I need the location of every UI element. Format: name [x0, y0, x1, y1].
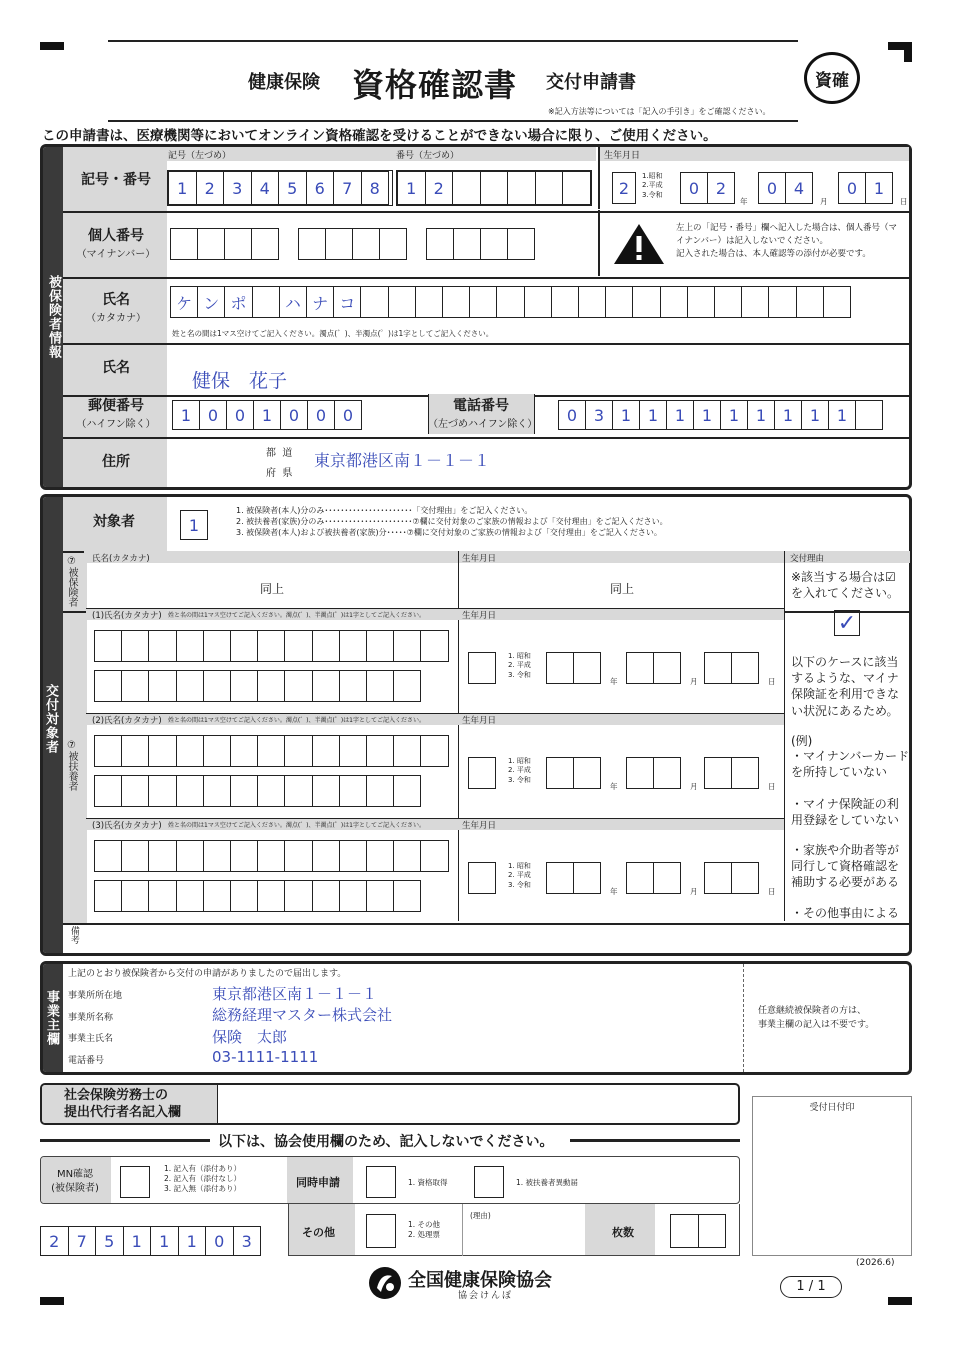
postal-digit[interactable]: 1 — [172, 400, 200, 430]
dependent-birth-year[interactable] — [573, 862, 601, 894]
unit-label: 日 — [768, 782, 776, 791]
name-label: 氏名 — [102, 360, 130, 376]
kana-char[interactable] — [714, 286, 742, 318]
mynumber-label: 個人番号 （マイナンバー） — [76, 228, 156, 260]
postal-digit[interactable]: 0 — [334, 400, 362, 430]
era-options: 1.昭和 2.平成 3.令和 — [642, 172, 663, 199]
dependent-note: 姓と名の間は1マス空けてご記入ください。濁点(゛)、半濁点(゜)は1字としてご記入ください。 — [168, 822, 425, 829]
phone-digit[interactable]: 1 — [774, 400, 802, 430]
dependent-kana-char[interactable] — [176, 670, 204, 702]
org-logo-icon — [368, 1266, 402, 1300]
dependent-kana-char[interactable] — [148, 840, 176, 872]
unit-label: 年 — [610, 677, 618, 686]
kana-header: 氏名(カタカナ) — [92, 554, 150, 564]
birth-year-digit[interactable]: 2 — [707, 172, 735, 204]
dependent-title: (2)氏名(カタカナ) — [92, 716, 162, 726]
dependent-kana-char[interactable] — [284, 735, 312, 767]
phone-digit[interactable]: 0 — [558, 400, 586, 430]
dependent-birth-day[interactable] — [731, 757, 759, 789]
example-2: ・マイナ保険証の利 用登録をしていない — [791, 797, 900, 828]
example-4: ・その他事由による — [791, 906, 900, 920]
birth-label: 生年月日 — [604, 151, 641, 161]
stamp-badge: 資確 — [804, 52, 860, 104]
dependent-era-options: 1. 昭和 2. 平成 3. 令和 — [508, 652, 531, 679]
simul-label: 同時申請 — [296, 1176, 340, 1189]
dependent-kana-char[interactable] — [420, 840, 448, 872]
dependent-kana-char[interactable] — [121, 630, 149, 662]
voluntary-note: 任意継続被保険者の方は、 事業主欄の記入は不要です。 — [758, 1006, 875, 1031]
kigo-digit[interactable]: 6 — [306, 171, 335, 205]
kana-char[interactable] — [524, 286, 552, 318]
dependent-birth-year[interactable] — [546, 652, 574, 684]
phone-digit[interactable]: 1 — [693, 400, 721, 430]
employer-name-value[interactable]: 総務経理マスター株式会社 — [212, 1006, 393, 1024]
version: (2026.6) — [856, 1258, 895, 1268]
postal-digit[interactable]: 0 — [307, 400, 335, 430]
dependent-kana-char[interactable] — [94, 670, 122, 702]
dependent-kana-char[interactable] — [203, 630, 231, 662]
reason-header: 交付理由 — [790, 554, 825, 564]
dependent-kana-char[interactable] — [230, 775, 258, 807]
employer-section-label: 事業主欄 — [44, 990, 59, 1046]
dependent-kana-char[interactable] — [284, 840, 312, 872]
mynumber-digit[interactable] — [224, 228, 252, 260]
dependent-kana-char[interactable] — [176, 630, 204, 662]
dependent-note: 姓と名の間は1マス空けてご記入ください。濁点(゛)、半濁点(゜)は1字としてご記入ください。 — [168, 717, 425, 724]
reason-label: (理由) — [470, 1211, 491, 1220]
kana-char[interactable]: ハ — [279, 286, 307, 318]
dependent-note: 姓と名の間は1マス空けてご記入ください。濁点(゛)、半濁点(゜)は1字としてご記入ください。 — [168, 612, 425, 619]
kana-char[interactable] — [551, 286, 579, 318]
usage-note: この申請書は、医療機関等においてオンライン資格確認を受けることができない場合に限り、ご使用ください。 — [42, 128, 717, 144]
target-section-label: 交付対象者 — [43, 684, 58, 754]
bango-digit[interactable] — [452, 171, 481, 205]
dependent-kana-char[interactable] — [203, 880, 231, 912]
dependent-kana-char[interactable] — [284, 775, 312, 807]
dependent-kana-char[interactable] — [366, 670, 394, 702]
bango-digit[interactable]: 2 — [425, 171, 454, 205]
dependent-kana-char[interactable] — [230, 735, 258, 767]
employer-name-label: 事業所名称 — [68, 1013, 114, 1023]
dependent-birth-month[interactable] — [653, 652, 681, 684]
dependent-kana-char[interactable] — [257, 775, 285, 807]
dependent-era-box[interactable] — [468, 757, 496, 789]
dependent-birth-year[interactable] — [546, 862, 574, 894]
phone-digit[interactable]: 1 — [612, 400, 640, 430]
kigo-digit[interactable]: 3 — [223, 171, 252, 205]
office-code-digit[interactable]: 1 — [123, 1226, 152, 1256]
dependent-kana-char[interactable] — [176, 880, 204, 912]
office-code-digit[interactable]: 3 — [233, 1226, 262, 1256]
mynumber-digit[interactable] — [170, 228, 198, 260]
kana-char[interactable] — [415, 286, 443, 318]
dependent-title: (3)氏名(カタカナ) — [92, 821, 162, 831]
birth-month-digit[interactable]: 0 — [758, 172, 786, 204]
insured-section-label: 被保険者情報 — [46, 275, 61, 359]
kigo-digit[interactable]: 1 — [168, 171, 197, 205]
dependent-kana-char[interactable] — [366, 840, 394, 872]
postal-label: 郵便番号 （ハイフン除く） — [76, 398, 156, 430]
org-sub: 協会けんぽ — [458, 1291, 514, 1301]
bango-digit[interactable] — [507, 171, 536, 205]
page-indicator: 1 / 1 — [780, 1276, 842, 1298]
dependent-birth-month[interactable] — [653, 862, 681, 894]
dependent-kana-char[interactable] — [312, 880, 340, 912]
employer-addr-value[interactable]: 東京都港区南１－１－１ — [212, 985, 378, 1003]
phone-digit[interactable]: 1 — [666, 400, 694, 430]
sharoushi-label: 社会保険労務士の 提出代行者名記入欄 — [64, 1088, 182, 1120]
employer-intro: 上記のとおり被保険者から交付の申請がありましたので届出します。 — [68, 969, 347, 979]
address-label: 住所 — [102, 454, 130, 470]
postal-digit[interactable]: 1 — [253, 400, 281, 430]
employer-tel-label: 電話番号 — [68, 1056, 105, 1066]
office-divider: 以下は、協会使用欄のため、記入しないでください。 — [218, 1134, 554, 1150]
unit-label: 月 — [690, 677, 698, 686]
dependent-vlabel: ⑦被扶養者 — [66, 740, 77, 791]
kana-char[interactable] — [796, 286, 824, 318]
birth-day-digit[interactable]: 1 — [865, 172, 893, 204]
phone-digit[interactable] — [855, 400, 883, 430]
mynumber-digit[interactable] — [379, 228, 407, 260]
kana-char[interactable] — [632, 286, 660, 318]
dependent-kana-char[interactable] — [393, 880, 421, 912]
header-note: ※記入方法等については「記入の手引き」をご確認ください。 — [548, 107, 771, 116]
example-1: ・マイナンバーカード を所持していない — [791, 749, 910, 780]
dependent-kana-char[interactable] — [94, 735, 122, 767]
dependent-birth-month[interactable] — [626, 862, 654, 894]
unit-label: 年 — [610, 782, 618, 791]
form-prefix: 健康保険 — [248, 72, 320, 93]
phone-digit[interactable]: 1 — [801, 400, 829, 430]
phone-digit[interactable]: 1 — [639, 400, 667, 430]
dependent-kana-char[interactable] — [312, 670, 340, 702]
dependent-birth-header: 生年月日 — [462, 821, 497, 831]
remarks-label: 備考 — [68, 926, 79, 944]
unit-label: 月 — [690, 887, 698, 896]
dependent-kana-char[interactable] — [366, 630, 394, 662]
example-title: (例) — [791, 734, 813, 748]
dependent-kana-char[interactable] — [176, 775, 204, 807]
kana-char[interactable] — [252, 286, 280, 318]
simul-opt2: 1. 被扶養者異動届 — [516, 1178, 579, 1187]
form-suffix: 交付申請書 — [546, 72, 636, 93]
dependent-kana-char[interactable] — [393, 735, 421, 767]
kigo-digit[interactable]: 2 — [196, 171, 225, 205]
dependent-kana-char[interactable] — [230, 880, 258, 912]
dependent-kana-char[interactable] — [257, 630, 285, 662]
dependent-kana-char[interactable] — [284, 630, 312, 662]
mynumber-digit[interactable] — [298, 228, 326, 260]
dependent-era-box[interactable] — [468, 652, 496, 684]
office-code-digit[interactable]: 0 — [205, 1226, 234, 1256]
bango-hint: 番号（左づめ） — [396, 151, 460, 161]
kana-char[interactable]: コ — [333, 286, 361, 318]
dependent-kana-char[interactable] — [257, 735, 285, 767]
dependent-kana-char[interactable] — [312, 630, 340, 662]
dependent-kana-char[interactable] — [121, 880, 149, 912]
dependent-kana-char[interactable] — [339, 630, 367, 662]
kigo-label: 記号・番号 — [81, 172, 151, 188]
dependent-birth-month[interactable] — [653, 757, 681, 789]
simul-opt1: 1. 資格取得 — [408, 1178, 448, 1187]
dependent-kana-char[interactable] — [121, 735, 149, 767]
dependent-kana-char[interactable] — [393, 670, 421, 702]
dependent-kana-char[interactable] — [366, 880, 394, 912]
dependent-kana-char[interactable] — [257, 880, 285, 912]
insured-vlabel: ⑦被保険者 — [66, 556, 77, 607]
postal-digit[interactable]: 0 — [280, 400, 308, 430]
postal-digit[interactable]: 0 — [199, 400, 227, 430]
unit-label: 日 — [768, 677, 776, 686]
dependent-birth-year[interactable] — [573, 652, 601, 684]
kana-char[interactable] — [469, 286, 497, 318]
mynumber-digit[interactable] — [197, 228, 225, 260]
dependent-birth-year[interactable] — [546, 757, 574, 789]
dependent-kana-char[interactable] — [339, 670, 367, 702]
dependent-kana-char[interactable] — [339, 735, 367, 767]
dependent-kana-char[interactable] — [203, 840, 231, 872]
unit-label: 日 — [768, 887, 776, 896]
mynumber-digit[interactable] — [507, 228, 535, 260]
dependent-birth-month[interactable] — [626, 652, 654, 684]
form-title: 資格確認書 — [352, 66, 518, 104]
mynumber-digit[interactable] — [352, 228, 380, 260]
dependent-kana-char[interactable] — [420, 735, 448, 767]
phone-digit[interactable]: 1 — [720, 400, 748, 430]
kana-char[interactable] — [823, 286, 851, 318]
dependent-kana-char[interactable] — [339, 880, 367, 912]
kana-char[interactable] — [578, 286, 606, 318]
kigo-digit[interactable]: 7 — [333, 171, 362, 205]
dependent-kana-char[interactable] — [176, 735, 204, 767]
dependent-birth-header: 生年月日 — [462, 611, 497, 621]
office-code-digit[interactable]: 1 — [178, 1226, 207, 1256]
kana-char[interactable] — [360, 286, 388, 318]
kana-char[interactable]: ン — [197, 286, 225, 318]
dependent-kana-char[interactable] — [94, 840, 122, 872]
receipt-label: 受付日付印 — [809, 1103, 855, 1113]
mn-options: 1. 記入有（添付あり） 2. 記入有（添付なし） 3. 記入無（添付あり） — [164, 1164, 242, 1194]
corner-mark — [40, 1297, 64, 1305]
subject-options: 1. 被保険者(本人)分のみ･･････････････････････「交付理由」をご記入ください。 2. 被扶養者(家族)分のみ･･････････････････････⑦欄に交付対象のご家族の情報および「交付理由」をご記入ください。 3. 被保険者(本人)および被扶養者(家族)分･････⑦欄に交付対象のご家族の情報および「交付理由」をご記入ください。 — [236, 506, 668, 537]
dependent-kana-char[interactable] — [393, 775, 421, 807]
dependent-kana-char[interactable] — [230, 840, 258, 872]
dependent-kana-char[interactable] — [121, 840, 149, 872]
birth-header: 生年月日 — [462, 554, 497, 564]
prefecture-marks: 都 道 府 県 — [266, 448, 293, 479]
kana-note: 姓と名の間は1マス空けてご記入ください。濁点(゛)、半濁点(゜)は1字としてご記入ください。 — [172, 329, 494, 338]
same-as-above-2: 同上 — [610, 582, 635, 596]
dependent-kana-char[interactable] — [257, 840, 285, 872]
phone-digit[interactable]: 3 — [585, 400, 613, 430]
dependent-birth-day[interactable] — [704, 652, 732, 684]
mn-label: MN確認 (被保険者) — [51, 1169, 99, 1194]
dependent-era-options: 1. 昭和 2. 平成 3. 令和 — [508, 862, 531, 889]
birth-era-box[interactable]: 2 — [612, 172, 636, 204]
kana-char[interactable] — [741, 286, 769, 318]
dependent-birth-day[interactable] — [704, 757, 732, 789]
dependent-birth-day[interactable] — [731, 862, 759, 894]
reason-check-note: ※該当する場合は☑ を入れてください。 — [791, 570, 900, 600]
dependent-kana-char[interactable] — [366, 775, 394, 807]
birth-year-digit[interactable]: 0 — [680, 172, 708, 204]
receipt-stamp-box — [752, 1096, 912, 1256]
dependent-kana-char[interactable] — [121, 775, 149, 807]
dependent-title: (1)氏名(カタカナ) — [92, 611, 162, 621]
dependent-kana-char[interactable] — [312, 775, 340, 807]
office-code-digit[interactable]: 2 — [40, 1226, 69, 1256]
phone-digit[interactable]: 1 — [828, 400, 856, 430]
address-value[interactable]: 東京都港区南１－１－１ — [314, 451, 491, 470]
name-value[interactable]: 健保 花子 — [192, 370, 288, 392]
kana-char[interactable] — [660, 286, 688, 318]
unit-label: 月 — [690, 782, 698, 791]
birth-day-digit[interactable]: 0 — [838, 172, 866, 204]
dependent-birth-day[interactable] — [731, 652, 759, 684]
phone-label: 電話番号 （左づめハイフン除く） — [428, 398, 538, 430]
dependent-kana-char[interactable] — [176, 840, 204, 872]
dependent-kana-char[interactable] — [420, 630, 448, 662]
subject-box[interactable]: 1 — [180, 510, 208, 540]
employer-owner-value[interactable]: 保険 太郎 — [212, 1028, 288, 1046]
other-opts: 1. その他 2. 処理票 — [408, 1220, 441, 1240]
sheets-label: 枚数 — [612, 1226, 634, 1239]
dependent-era-options: 1. 昭和 2. 平成 3. 令和 — [508, 757, 531, 784]
reason-text: 以下のケースに該当 するような、マイナ 保険証を利用できな い状況にあるため。 — [791, 655, 900, 718]
dependent-birth-year[interactable] — [573, 757, 601, 789]
office-code-digit[interactable]: 5 — [95, 1226, 124, 1256]
kana-name-label: 氏名 （カタカナ） — [86, 292, 146, 324]
dependent-kana-char[interactable] — [366, 735, 394, 767]
dependent-kana-char[interactable] — [339, 775, 367, 807]
dependent-kana-char[interactable] — [284, 880, 312, 912]
dependent-kana-char[interactable] — [312, 840, 340, 872]
employer-tel-value[interactable]: 03-1111-1111 — [212, 1048, 319, 1066]
bango-digit[interactable] — [535, 171, 564, 205]
org-name: 全国健康保険協会 — [408, 1270, 552, 1291]
same-as-above-1: 同上 — [260, 582, 285, 596]
mynumber-digit[interactable] — [453, 228, 481, 260]
postal-digit[interactable]: 0 — [226, 400, 254, 430]
dependent-kana-char[interactable] — [148, 735, 176, 767]
bango-digit[interactable]: 1 — [397, 171, 426, 205]
mynumber-digit[interactable] — [251, 228, 279, 260]
kana-char[interactable]: ケ — [170, 286, 198, 318]
dependent-kana-char[interactable] — [312, 735, 340, 767]
kigo-digit[interactable]: 4 — [251, 171, 280, 205]
kana-char[interactable]: ポ — [224, 286, 252, 318]
dependent-kana-char[interactable] — [94, 880, 122, 912]
dependent-kana-char[interactable] — [393, 630, 421, 662]
kigo-digit[interactable]: 5 — [278, 171, 307, 205]
warning-icon — [612, 222, 666, 266]
dependent-kana-char[interactable] — [203, 735, 231, 767]
corner-mark — [904, 42, 912, 62]
mynumber-digit[interactable] — [426, 228, 454, 260]
dependent-kana-char[interactable] — [94, 630, 122, 662]
kana-char[interactable] — [442, 286, 470, 318]
corner-mark — [40, 42, 64, 50]
kana-char[interactable]: ナ — [306, 286, 334, 318]
dependent-kana-char[interactable] — [230, 630, 258, 662]
subject-label: 対象者 — [93, 514, 135, 530]
dependent-kana-char[interactable] — [203, 775, 231, 807]
dependent-kana-char[interactable] — [203, 670, 231, 702]
other-label: その他 — [302, 1226, 335, 1239]
example-3: ・家族や介助者等が 同行して資格確認を 補助する必要がある — [791, 843, 900, 890]
dependent-birth-header: 生年月日 — [462, 716, 497, 726]
dependent-kana-char[interactable] — [393, 840, 421, 872]
dependent-kana-char[interactable] — [230, 670, 258, 702]
birth-month-digit[interactable]: 4 — [785, 172, 813, 204]
bango-digit[interactable] — [562, 171, 591, 205]
phone-digit[interactable]: 1 — [747, 400, 775, 430]
dependent-birth-day[interactable] — [704, 862, 732, 894]
dependent-kana-char[interactable] — [148, 630, 176, 662]
dependent-kana-char[interactable] — [148, 880, 176, 912]
dependent-kana-char[interactable] — [94, 775, 122, 807]
employer-owner-label: 事業主氏名 — [68, 1034, 114, 1044]
dependent-era-box[interactable] — [468, 862, 496, 894]
office-code-digit[interactable]: 7 — [68, 1226, 97, 1256]
kana-char[interactable] — [496, 286, 524, 318]
mynumber-digit[interactable] — [325, 228, 353, 260]
mynumber-digit[interactable] — [480, 228, 508, 260]
dependent-kana-char[interactable] — [284, 670, 312, 702]
dependent-kana-char[interactable] — [257, 670, 285, 702]
kigo-digit[interactable]: 8 — [361, 171, 390, 205]
dependent-kana-char[interactable] — [121, 670, 149, 702]
kigo-hint: 記号（左づめ） — [168, 151, 232, 161]
office-code-digit[interactable]: 1 — [150, 1226, 179, 1256]
dependent-birth-month[interactable] — [626, 757, 654, 789]
kana-char[interactable] — [768, 286, 796, 318]
reason-checkbox[interactable]: ✓ — [834, 610, 860, 636]
kana-char[interactable] — [687, 286, 715, 318]
dependent-kana-char[interactable] — [148, 670, 176, 702]
dependent-kana-char[interactable] — [148, 775, 176, 807]
kana-char[interactable] — [605, 286, 633, 318]
corner-mark — [888, 1297, 912, 1305]
unit-label: 年 — [610, 887, 618, 896]
warning-text: 左上の「記号・番号」欄へ記入した場合は、個人番号（マイナンバー）は記入しないでください。 記入された場合は、本人確認等の添付が必要です。 — [676, 223, 898, 259]
dependent-kana-char[interactable] — [339, 840, 367, 872]
bango-digit[interactable] — [480, 171, 509, 205]
employer-addr-label: 事業所所在地 — [68, 991, 123, 1001]
kana-char[interactable] — [388, 286, 416, 318]
